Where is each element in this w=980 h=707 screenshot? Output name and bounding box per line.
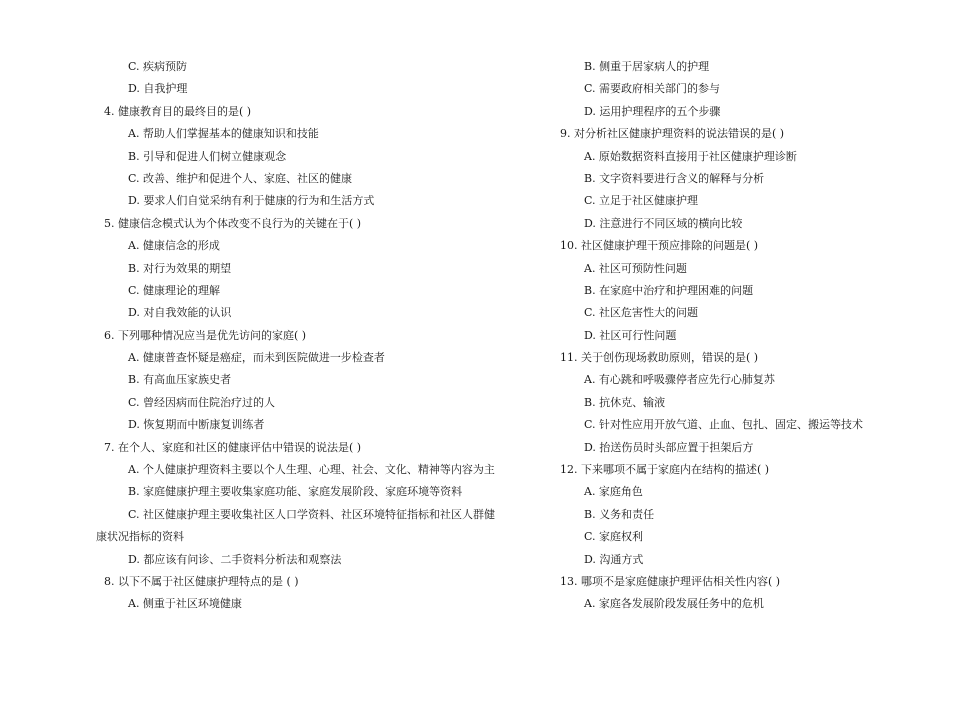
option-line: B. 有高血压家族史者 [128, 373, 232, 387]
question-line: 12. 下来哪项不属于家庭内在结构的描述( ) [560, 463, 770, 477]
option-line: C. 健康理论的理解 [128, 283, 221, 297]
option-line: C. 曾经因病而住院治疗过的人 [128, 395, 276, 409]
option-line: C. 社区危害性大的问题 [584, 306, 699, 320]
option-line: A. 家庭角色 [584, 485, 643, 499]
option-line: D. 抬送伤员时头部应置于担架后方 [584, 440, 754, 454]
option-line: C. 立足于社区健康护理 [584, 194, 699, 208]
question-line: 9. 对分析社区健康护理资料的说法错误的是( ) [560, 127, 785, 141]
option-line: D. 要求人们自觉采纳有利于健康的行为和生活方式 [128, 194, 375, 208]
option-line: B. 文字资料要进行含义的解释与分析 [584, 171, 765, 185]
option-line: A. 个人健康护理资料主要以个人生理、心理、社会、文化、精神等内容为主 [128, 463, 495, 477]
option-line: B. 抗休克、输液 [584, 395, 666, 409]
option-line: B. 义务和责任 [584, 507, 655, 521]
left-column [96, 56, 524, 616]
continuation-line: 康状况指标的资料 [96, 530, 184, 544]
option-line: C. 家庭权利 [584, 530, 644, 544]
option-line: A. 原始数据资料直接用于社区健康护理诊断 [584, 149, 797, 163]
question-line: 10. 社区健康护理干预应排除的问题是( ) [560, 239, 759, 253]
question-line: 7. 在个人、家庭和社区的健康评估中错误的说法是( ) [104, 440, 362, 454]
question-line: 6. 下列哪种情况应当是优先访问的家庭( ) [104, 328, 307, 342]
option-line: D. 注意进行不同区域的横向比较 [584, 216, 743, 230]
option-line: B. 侧重于居家病人的护理 [584, 60, 710, 73]
option-line: C. 疾病预防 [128, 60, 188, 73]
option-line: D. 社区可行性问题 [584, 328, 677, 342]
option-line: A. 侧重于社区环境健康 [128, 597, 242, 611]
option-line: A. 有心跳和呼吸骤停者应先行心肺复苏 [584, 373, 775, 387]
option-line: A. 健康信念的形成 [128, 239, 220, 253]
question-line: 8. 以下不属于社区健康护理特点的是 ( ) [104, 574, 299, 588]
right-column [560, 56, 960, 616]
option-line: D. 恢复期而中断康复训练者 [128, 418, 265, 432]
option-line: D. 自我护理 [128, 82, 188, 96]
question-line: 13. 哪项不是家庭健康护理评估相关性内容( ) [560, 574, 781, 588]
option-line: B. 引导和促进人们树立健康观念 [128, 149, 287, 163]
option-line: C. 社区健康护理主要收集社区人口学资料、社区环境特征指标和社区人群健 [128, 507, 496, 521]
option-line: B. 家庭健康护理主要收集家庭功能、家庭发展阶段、家庭环境等资料 [128, 485, 463, 499]
option-line: D. 都应该有问诊、二手资料分析法和观察法 [128, 552, 342, 566]
question-line: 11. 关于创伤现场救助原则，错误的是( ) [560, 351, 759, 365]
option-line: C. 改善、维护和促进个人、家庭、社区的健康 [128, 171, 353, 185]
option-line: D. 运用护理程序的五个步骤 [584, 104, 721, 118]
option-line: A. 家庭各发展阶段发展任务中的危机 [584, 597, 764, 611]
option-line: D. 沟通方式 [584, 552, 644, 566]
option-line: A. 帮助人们掌握基本的健康知识和技能 [128, 127, 319, 141]
option-line: C. 需要政府相关部门的参与 [584, 82, 721, 96]
question-line: 4. 健康教育目的最终目的是( ) [104, 104, 252, 118]
option-line: A. 社区可预防性问题 [584, 261, 687, 275]
option-line: B. 在家庭中治疗和护理困难的问题 [584, 283, 754, 297]
option-line: C. 针对性应用开放气道、止血、包扎、固定、搬运等技术 [584, 418, 864, 432]
option-line: D. 对自我效能的认识 [128, 306, 232, 320]
option-line: B. 对行为效果的期望 [128, 261, 232, 275]
option-line: A. 健康普查怀疑是癌症，而未到医院做进一步检查者 [128, 351, 385, 365]
question-line: 5. 健康信念模式认为个体改变不良行为的关键在于( ) [104, 216, 362, 230]
